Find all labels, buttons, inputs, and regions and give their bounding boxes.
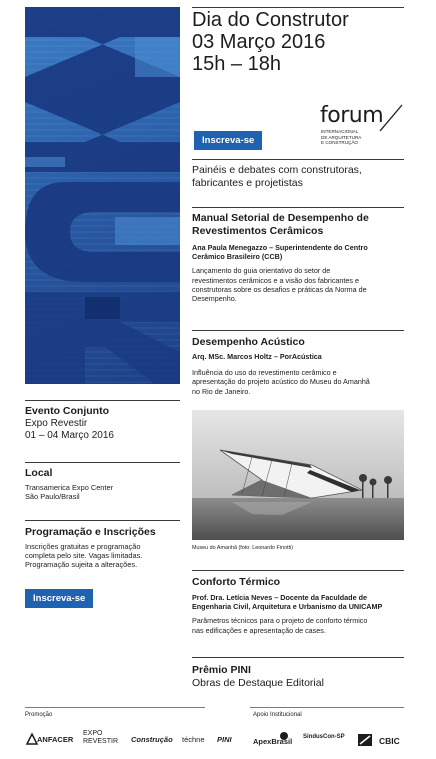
rule-left-3 <box>25 520 180 521</box>
intro-line-1: Painéis e debates com construtoras, <box>192 164 362 176</box>
section-1-body-1: Lançamento do guia orientativo do setor de <box>192 266 331 276</box>
section-termico <box>192 576 406 635</box>
joint-event-line-1: Expo Revestir <box>25 418 88 429</box>
section-2-body-1: Influência do uso do revestimento cerâmico e <box>192 368 337 378</box>
section-acustico <box>192 336 406 396</box>
local-block <box>25 467 180 501</box>
section-3-body-1: Parâmetros técnicos para o projeto de conforto térmico <box>192 616 368 626</box>
construcao-logo: Construção <box>131 735 173 744</box>
section-3-title: Conforto Térmico <box>192 576 281 588</box>
rule-section-3 <box>192 570 404 571</box>
rule-left-1 <box>25 400 180 401</box>
section-1-title-2: Revestimentos Cerâmicos <box>192 225 324 237</box>
register-button-top[interactable]: Inscreva-se <box>194 131 262 150</box>
section-1-title-1: Manual Setorial de Desempenho de <box>192 212 369 224</box>
event-title: Dia do Construtor <box>192 9 349 31</box>
rule-left-2 <box>25 462 180 463</box>
forum-logo-word: forum <box>320 103 384 128</box>
museum-photo-graphic <box>192 410 404 540</box>
rule-section-1 <box>192 207 404 208</box>
forum-logo-sub-3: E CONSTRUÇÃO <box>321 140 359 145</box>
section-premio <box>192 664 404 690</box>
expo-revestir-logo: EXPO REVESTIR <box>83 730 119 745</box>
section-2-title: Desempenho Acústico <box>192 336 305 348</box>
section-2-body-2: apresentação do projeto acústico do Museu do Amanhã <box>192 377 370 387</box>
photo-caption: Museu do Amanhã (foto: Leonardo Finotti) <box>192 545 293 551</box>
support-logos <box>253 728 408 750</box>
event-date: 03 Março 2016 <box>192 31 326 53</box>
section-4-title: Prêmio PINI <box>192 664 251 676</box>
techne-logo: téchne <box>182 735 205 744</box>
rule-section-2 <box>192 330 404 331</box>
event-time: 15h – 18h <box>192 53 281 75</box>
forum-logo-sub-2: DE ARQUITETURA <box>321 134 362 140</box>
section-3-body-2: nas edificações e apresentação de cases. <box>192 625 326 635</box>
section-3-speaker-1: Prof. Dra. Letícia Neves – Docente da Faculdade de <box>192 593 367 602</box>
section-3-speaker-2: Engenharia Civil, Arquitetura e Urbanismo da UNICAMP <box>192 602 383 612</box>
joint-event-block <box>25 405 180 442</box>
pini-logo: PINI <box>217 735 232 744</box>
rule-section-4 <box>192 657 404 658</box>
section-2-body-3: no Rio de Janeiro. <box>192 386 251 396</box>
local-title: Local <box>25 467 53 479</box>
program-block <box>25 526 185 569</box>
register-button-bottom[interactable]: Inscreva-se <box>25 589 93 608</box>
section-1-body-4: Desempenho. <box>192 294 237 304</box>
apexbrasil-logo: ApexBrasil <box>253 737 293 746</box>
support-label: Apoio Institucional <box>253 712 302 718</box>
section-1-body-2: revestimentos cerâmicos e a visão dos fabricantes e <box>192 275 359 285</box>
section-1-speaker-2: Cerâmico Brasileiro (CCB) <box>192 252 283 262</box>
section-2-speaker: Arq. MSc. Marcos Holtz – PorAcústica <box>192 352 322 361</box>
footer-rule-left <box>25 707 205 708</box>
forum-logo-sub-1: INTERNACIONAL <box>321 129 359 134</box>
joint-event-title: Evento Conjunto <box>25 405 109 417</box>
local-line-1: Transamerica Expo Center <box>25 483 114 492</box>
program-line-2: completa pelo site. Vagas limitadas. <box>25 551 143 560</box>
section-manual <box>192 212 406 303</box>
program-line-1: Inscrições gratuitas e programação <box>25 542 141 551</box>
rule-intro <box>192 159 404 160</box>
promo-logos <box>25 728 245 750</box>
section-1-speaker-1: Ana Paula Menegazzo – Superintendente do Centro <box>192 243 368 252</box>
hero-artwork <box>25 7 180 384</box>
footer-rule-right <box>250 707 404 708</box>
program-title: Programação e Inscrições <box>25 526 156 538</box>
promo-label: Promoção <box>25 712 53 718</box>
top-rule <box>192 7 404 8</box>
intro-block <box>192 164 404 190</box>
section-4-subtitle: Obras de Destaque Editorial <box>192 677 324 689</box>
cbic-mark-icon <box>358 733 372 751</box>
program-line-3: Programação sujeita a alterações. <box>25 560 138 569</box>
museum-photo <box>192 410 404 540</box>
cbic-logo: CBIC <box>379 736 400 746</box>
section-1-body-3: construtoras sobre os desafios e práticas da Norma de <box>192 284 367 294</box>
anfacer-logo: ANFACER <box>37 735 74 744</box>
event-header <box>192 9 404 75</box>
local-line-2: São Paulo/Brasil <box>25 492 80 501</box>
forum-logo <box>318 103 408 155</box>
intro-line-2: fabricantes e projetistas <box>192 177 303 189</box>
hero-letters-graphic <box>25 7 180 384</box>
joint-event-line-2: 01 – 04 Março 2016 <box>25 430 114 441</box>
sinduscon-logo: SindusCon-SP <box>303 734 345 740</box>
